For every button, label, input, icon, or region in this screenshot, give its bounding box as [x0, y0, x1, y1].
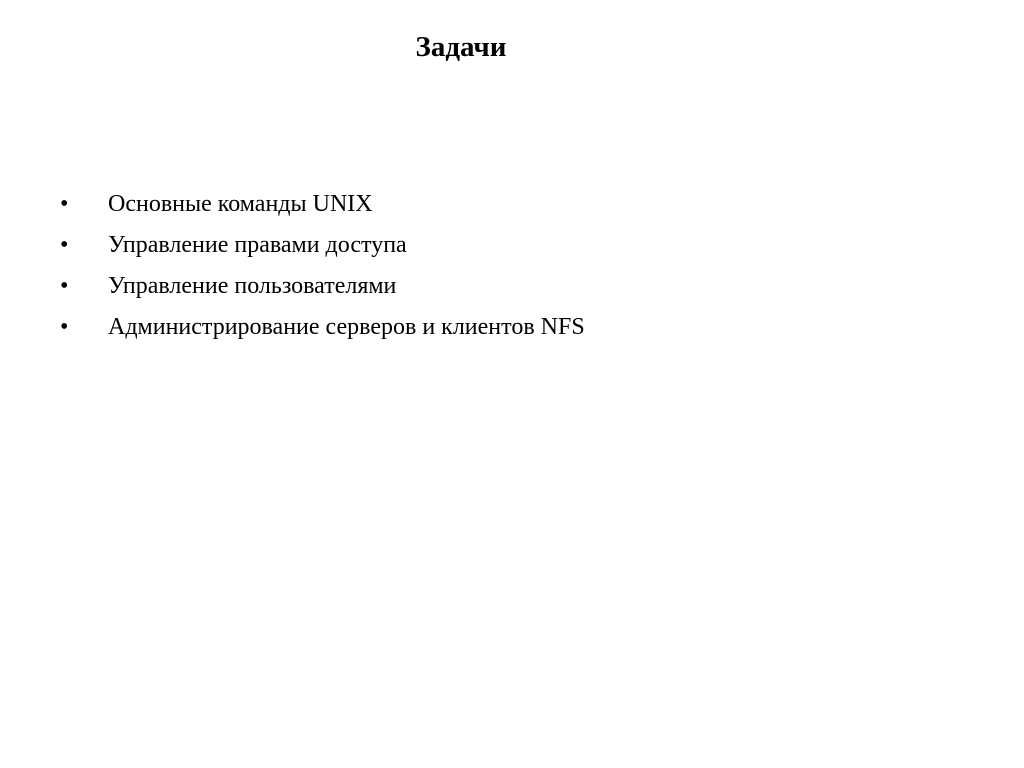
list-item: [60, 308, 585, 349]
bullet-list: [60, 185, 585, 349]
bullet-icon: •: [60, 273, 69, 299]
bullet-icon: •: [60, 232, 69, 258]
bullet-icon: •: [60, 191, 69, 217]
list-item: [60, 226, 585, 267]
slide-title: Задачи: [415, 31, 507, 63]
list-item-text: Управление правами доступа: [108, 232, 407, 258]
list-item-text: Управление пользователями: [108, 273, 397, 299]
list-item: [60, 267, 585, 308]
list-item-text: Администрирование серверов и клиентов NFS: [108, 314, 585, 340]
list-item: [60, 185, 585, 226]
list-item-text: Основные команды UNIX: [108, 191, 373, 217]
bullet-icon: •: [60, 314, 69, 340]
